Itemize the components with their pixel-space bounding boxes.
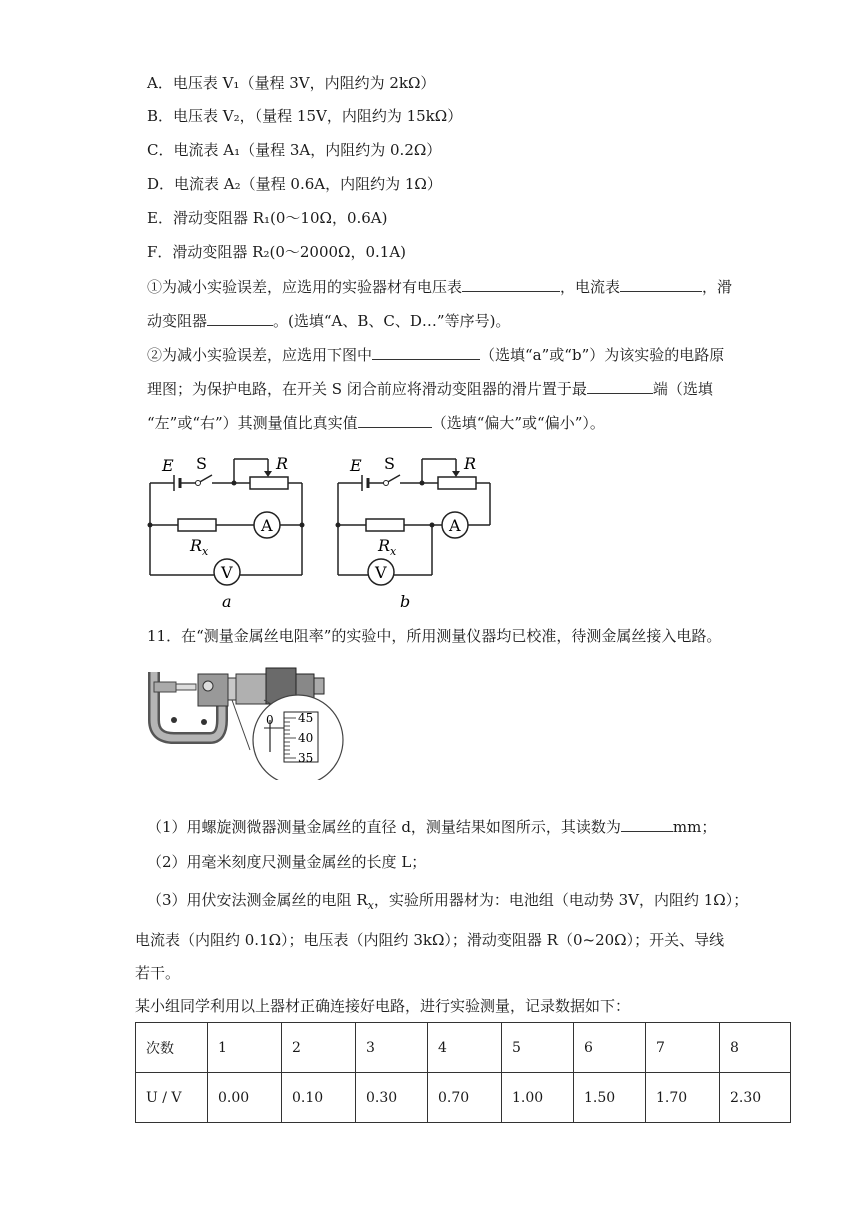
- caption-a: a: [222, 592, 232, 611]
- label-E: E: [162, 456, 174, 475]
- circuit-diagram-a: [140, 455, 320, 615]
- option-b: B．电压表 V₂，（量程 15V，内阻约为 15kΩ）: [147, 107, 463, 125]
- q11-p3: （3）用伏安法测金属丝的电阻 $R_x$，实验所用器材为：电池组（电动势 3V，内阻约 1Ω）；: [147, 891, 749, 912]
- label-Rx: $R_x$: [378, 536, 397, 558]
- q1-line2: 动变阻器 。(选填“A、B、C、D…”等序号)。: [147, 312, 511, 330]
- table-header-cell: 4: [428, 1023, 502, 1073]
- table-cell: 1.50: [574, 1073, 646, 1123]
- label-E: E: [350, 456, 362, 475]
- option-d: D．电流表 A₂（量程 0.6A，内阻约为 1Ω）: [147, 175, 442, 193]
- option-c: C．电流表 A₁（量程 3A，内阻约为 0.2Ω）: [147, 141, 442, 159]
- table-header-cell: 7: [646, 1023, 720, 1073]
- table-header-cell: 8: [720, 1023, 791, 1073]
- option-a: A．电压表 V₁（量程 3V，内阻约为 2kΩ）: [147, 74, 436, 92]
- table-row: [136, 1073, 791, 1123]
- table-cell: 0.10: [282, 1073, 356, 1123]
- table-header-cell: 6: [574, 1023, 646, 1073]
- q11-title: 11．在“测量金属丝电阻率”的实验中，所用测量仪器均已校准，待测金属丝接入电路。: [147, 627, 722, 645]
- label-S: S: [196, 455, 207, 473]
- answer-blank[interactable]: [358, 412, 432, 428]
- q11-p4: 电流表（内阻约 0.1Ω）；电压表（内阻约 3kΩ）；滑动变阻器 R（0~20Ω）；开关、导线: [135, 931, 725, 949]
- table-row: [136, 1023, 791, 1073]
- q1-line1: ①为减小实验误差，应选用的实验器材有电压表 ，电流表 ，滑: [147, 278, 733, 296]
- table-cell: 1.70: [646, 1073, 720, 1123]
- table-header-cell: 2: [282, 1023, 356, 1073]
- q11-p5: 若干。: [135, 964, 181, 982]
- option-f: F．滑动变阻器 R₂(0～2000Ω，0.1A): [147, 243, 407, 261]
- table-cell: 0.30: [356, 1073, 428, 1123]
- voltmeter-label: V: [221, 563, 233, 582]
- ammeter-label: A: [261, 516, 273, 535]
- label-Rx: $R_x$: [190, 536, 209, 558]
- voltmeter-label: V: [375, 563, 387, 582]
- q2-line3: “左”或“右”）其测量值比真实值 （选填“偏大”或“偏小”）。: [147, 414, 605, 432]
- scale-35: 35: [298, 751, 314, 765]
- q2-line1: ②为减小实验误差，应选用下图中 （选填“a”或“b”）为该实验的电路原: [147, 346, 725, 364]
- table-cell: 0.70: [428, 1073, 502, 1123]
- micrometer-image: [140, 660, 360, 780]
- option-e: E．滑动变阻器 R₁(0～10Ω，0.6A): [147, 209, 388, 227]
- q11-p6: 某小组同学利用以上器材正确连接好电路，进行实验测量，记录数据如下：: [135, 997, 631, 1015]
- q11-p2: （2）用毫米刻度尺测量金属丝的长度 L；: [147, 853, 427, 871]
- table-header-cell: 5: [502, 1023, 574, 1073]
- caption-b: b: [400, 592, 411, 611]
- table-cell: U / V: [136, 1073, 208, 1123]
- table-header-cell: 3: [356, 1023, 428, 1073]
- label-S: S: [384, 455, 395, 473]
- scale-zero: 0: [266, 713, 274, 727]
- answer-blank[interactable]: [207, 310, 273, 326]
- data-table: [135, 1022, 791, 1123]
- table-cell: 2.30: [720, 1073, 791, 1123]
- table-cell: 0.00: [208, 1073, 282, 1123]
- scale-45: 45: [298, 711, 314, 725]
- answer-blank[interactable]: [372, 344, 480, 360]
- answer-blank[interactable]: [620, 276, 702, 292]
- q11-p1: （1）用螺旋测微器测量金属丝的直径 d，测量结果如图所示，其读数为 mm；: [147, 818, 717, 836]
- scale-40: 40: [298, 731, 314, 745]
- circuit-diagram-b: [328, 455, 508, 615]
- table-cell: 1.00: [502, 1073, 574, 1123]
- table-header-cell: 1: [208, 1023, 282, 1073]
- answer-blank[interactable]: [587, 378, 653, 394]
- label-R: R: [276, 455, 289, 473]
- answer-blank[interactable]: [621, 816, 673, 832]
- ammeter-label: A: [449, 516, 461, 535]
- q2-line2: 理图；为保护电路，在开关 S 闭合前应将滑动变阻器的滑片置于最 端（选填: [147, 380, 713, 398]
- answer-blank[interactable]: [462, 276, 560, 292]
- table-header-cell: 次数: [136, 1023, 208, 1073]
- label-R: R: [464, 455, 477, 473]
